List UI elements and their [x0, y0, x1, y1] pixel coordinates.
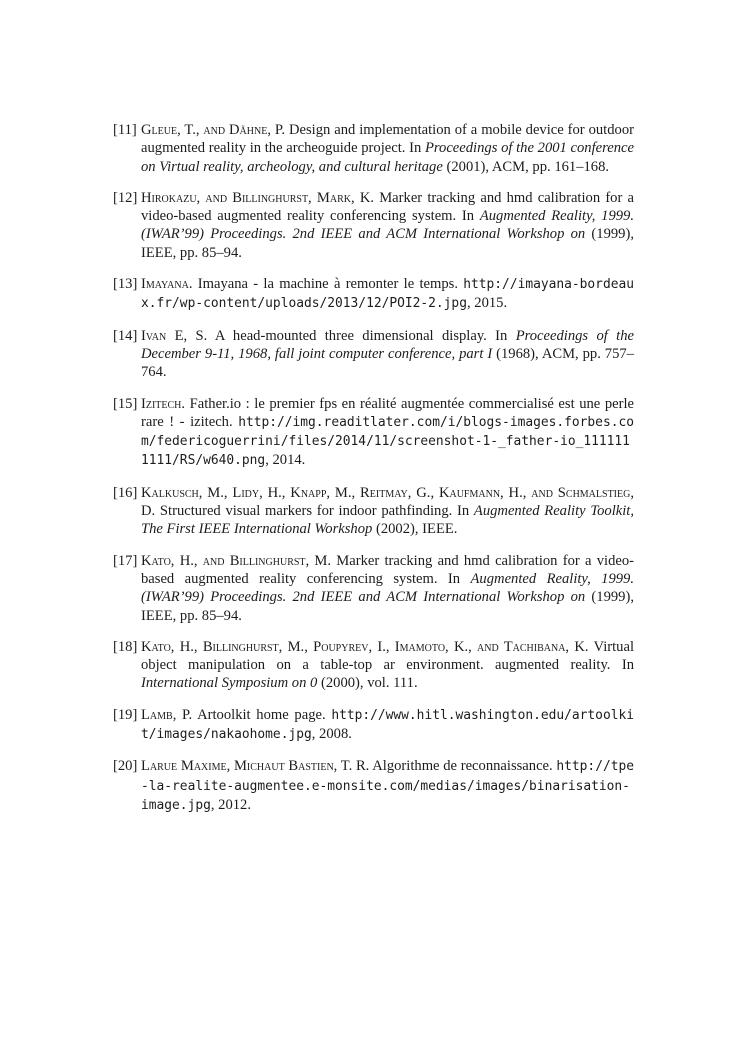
reference-authors: Kato, H., Billinghurst, M., Poupyrev, I., Imamoto, K., and Tachibana, K.: [141, 638, 589, 655]
reference-venue: Augmented Reality Toolkit, The First IEEE International Workshop: [141, 503, 635, 538]
reference-venue: Proceedings of the December 9-11, 1968, fall joint computer conference, part I: [141, 327, 634, 362]
reference-number: [19]: [113, 706, 138, 723]
reference-entry: [113, 638, 634, 693]
reference-text: , 2015.: [466, 295, 508, 312]
reference-entry: [113, 757, 634, 815]
reference-authors: Hirokazu, and Billinghurst, Mark, K.: [141, 189, 375, 206]
reference-text: (2001), ACM, pp. 161–168.: [442, 158, 610, 175]
reference-authors: Ivan E, S.: [141, 327, 208, 344]
reference-number: [20]: [113, 758, 138, 775]
reference-text: Artoolkit home page.: [192, 706, 332, 723]
reference-number: [17]: [113, 552, 138, 569]
reference-text: Design and implementation of a mobile device for outdoor augmented reality in the archeoguide project. In: [141, 122, 634, 157]
references-list: [113, 121, 634, 828]
reference-entry: [113, 189, 634, 262]
reference-entry: [113, 552, 634, 625]
reference-text: , 2008.: [311, 726, 352, 743]
reference-text: Structured visual markers for indoor pathfinding. In: [155, 503, 474, 520]
reference-text: Imayana - la machine à remonter le temps.: [192, 276, 464, 293]
reference-entry: [113, 395, 634, 471]
reference-entry: [113, 121, 634, 176]
reference-url: http://imayana-bordeaux.fr/wp-content/uploads/2013/12/POI2-2.jpg: [141, 277, 634, 312]
reference-text: Marker tracking and hmd calibration for a video-based augmented reality conferencing system. In: [141, 552, 634, 587]
reference-text: , 2012.: [210, 796, 251, 813]
reference-url: http://tpe-la-realite-augmentee.e-monsite.com/medias/images/binarisation-image.jpg: [141, 759, 634, 813]
reference-text: (1999), IEEE, pp. 85–94.: [141, 226, 634, 261]
reference-number: [18]: [113, 638, 138, 655]
reference-entry: [113, 327, 634, 382]
reference-text: (1968), ACM, pp. 757–764.: [141, 345, 634, 381]
reference-text: A head-mounted three dimensional display. In: [207, 327, 516, 344]
reference-url: http://www.hitl.washington.edu/artoolkit/images/nakaohome.jpg: [141, 707, 634, 743]
reference-number: [11]: [113, 122, 137, 138]
reference-text: (2000), vol. 111.: [317, 675, 418, 692]
reference-authors: Kalkusch, M., Lidy, H., Knapp, M., Reitmay, G., Kaufmann, H., and Schmalstieg, D.: [141, 484, 634, 520]
reference-text: Algorithme de reconnaissance.: [369, 758, 557, 775]
reference-number: [12]: [113, 189, 138, 206]
reference-text: Virtual object manipulation on a table-top ar environment. augmented reality. In: [141, 638, 634, 674]
reference-text: (1999), IEEE, pp. 85–94.: [141, 589, 634, 624]
reference-venue: Augmented Reality, 1999.(IWAR’99) Proceedings. 2nd IEEE and ACM International Workshop on: [141, 208, 634, 243]
reference-number: [13]: [113, 276, 138, 293]
reference-venue: International Symposium on 0: [141, 675, 318, 692]
reference-number: [15]: [113, 395, 138, 412]
reference-text: , 2014.: [265, 452, 306, 469]
reference-venue: Proceedings of the 2001 conference on Virtual reality, archeology, and cultural heritage: [141, 140, 635, 175]
reference-entry: [113, 275, 634, 314]
reference-authors: Larue Maxime, Michaut Bastien, T. R.: [141, 758, 370, 775]
reference-number: [14]: [113, 327, 138, 344]
reference-venue: Augmented Reality, 1999.(IWAR’99) Proceedings. 2nd IEEE and ACM International Workshop on: [141, 570, 634, 606]
reference-entry: [113, 706, 634, 745]
reference-authors: Imayana.: [141, 276, 193, 293]
reference-authors: Izitech.: [141, 395, 186, 412]
reference-entry: [113, 484, 634, 539]
reference-number: [16]: [113, 484, 138, 501]
reference-text: Father.io : le premier fps en réalité augmentée commercialisé est une perle rare ! - izitech.: [141, 395, 634, 430]
reference-url: http://img.readitlater.com/i/blogs-images.forbes.com/federicoguerrini/files/2014/11/screenshot-1-_father-io_1111111111/RS/w640.png: [141, 414, 634, 469]
reference-authors: Kato, H., and Billinghurst, M.: [141, 552, 332, 569]
reference-text: Marker tracking and hmd calibration for a video-based augmented reality conferencing system. In: [141, 189, 634, 225]
reference-authors: Lamb, P.: [141, 706, 193, 723]
reference-text: (2002), IEEE.: [372, 521, 458, 538]
reference-authors: Gleue, T., and Dähne, P.: [141, 122, 286, 138]
